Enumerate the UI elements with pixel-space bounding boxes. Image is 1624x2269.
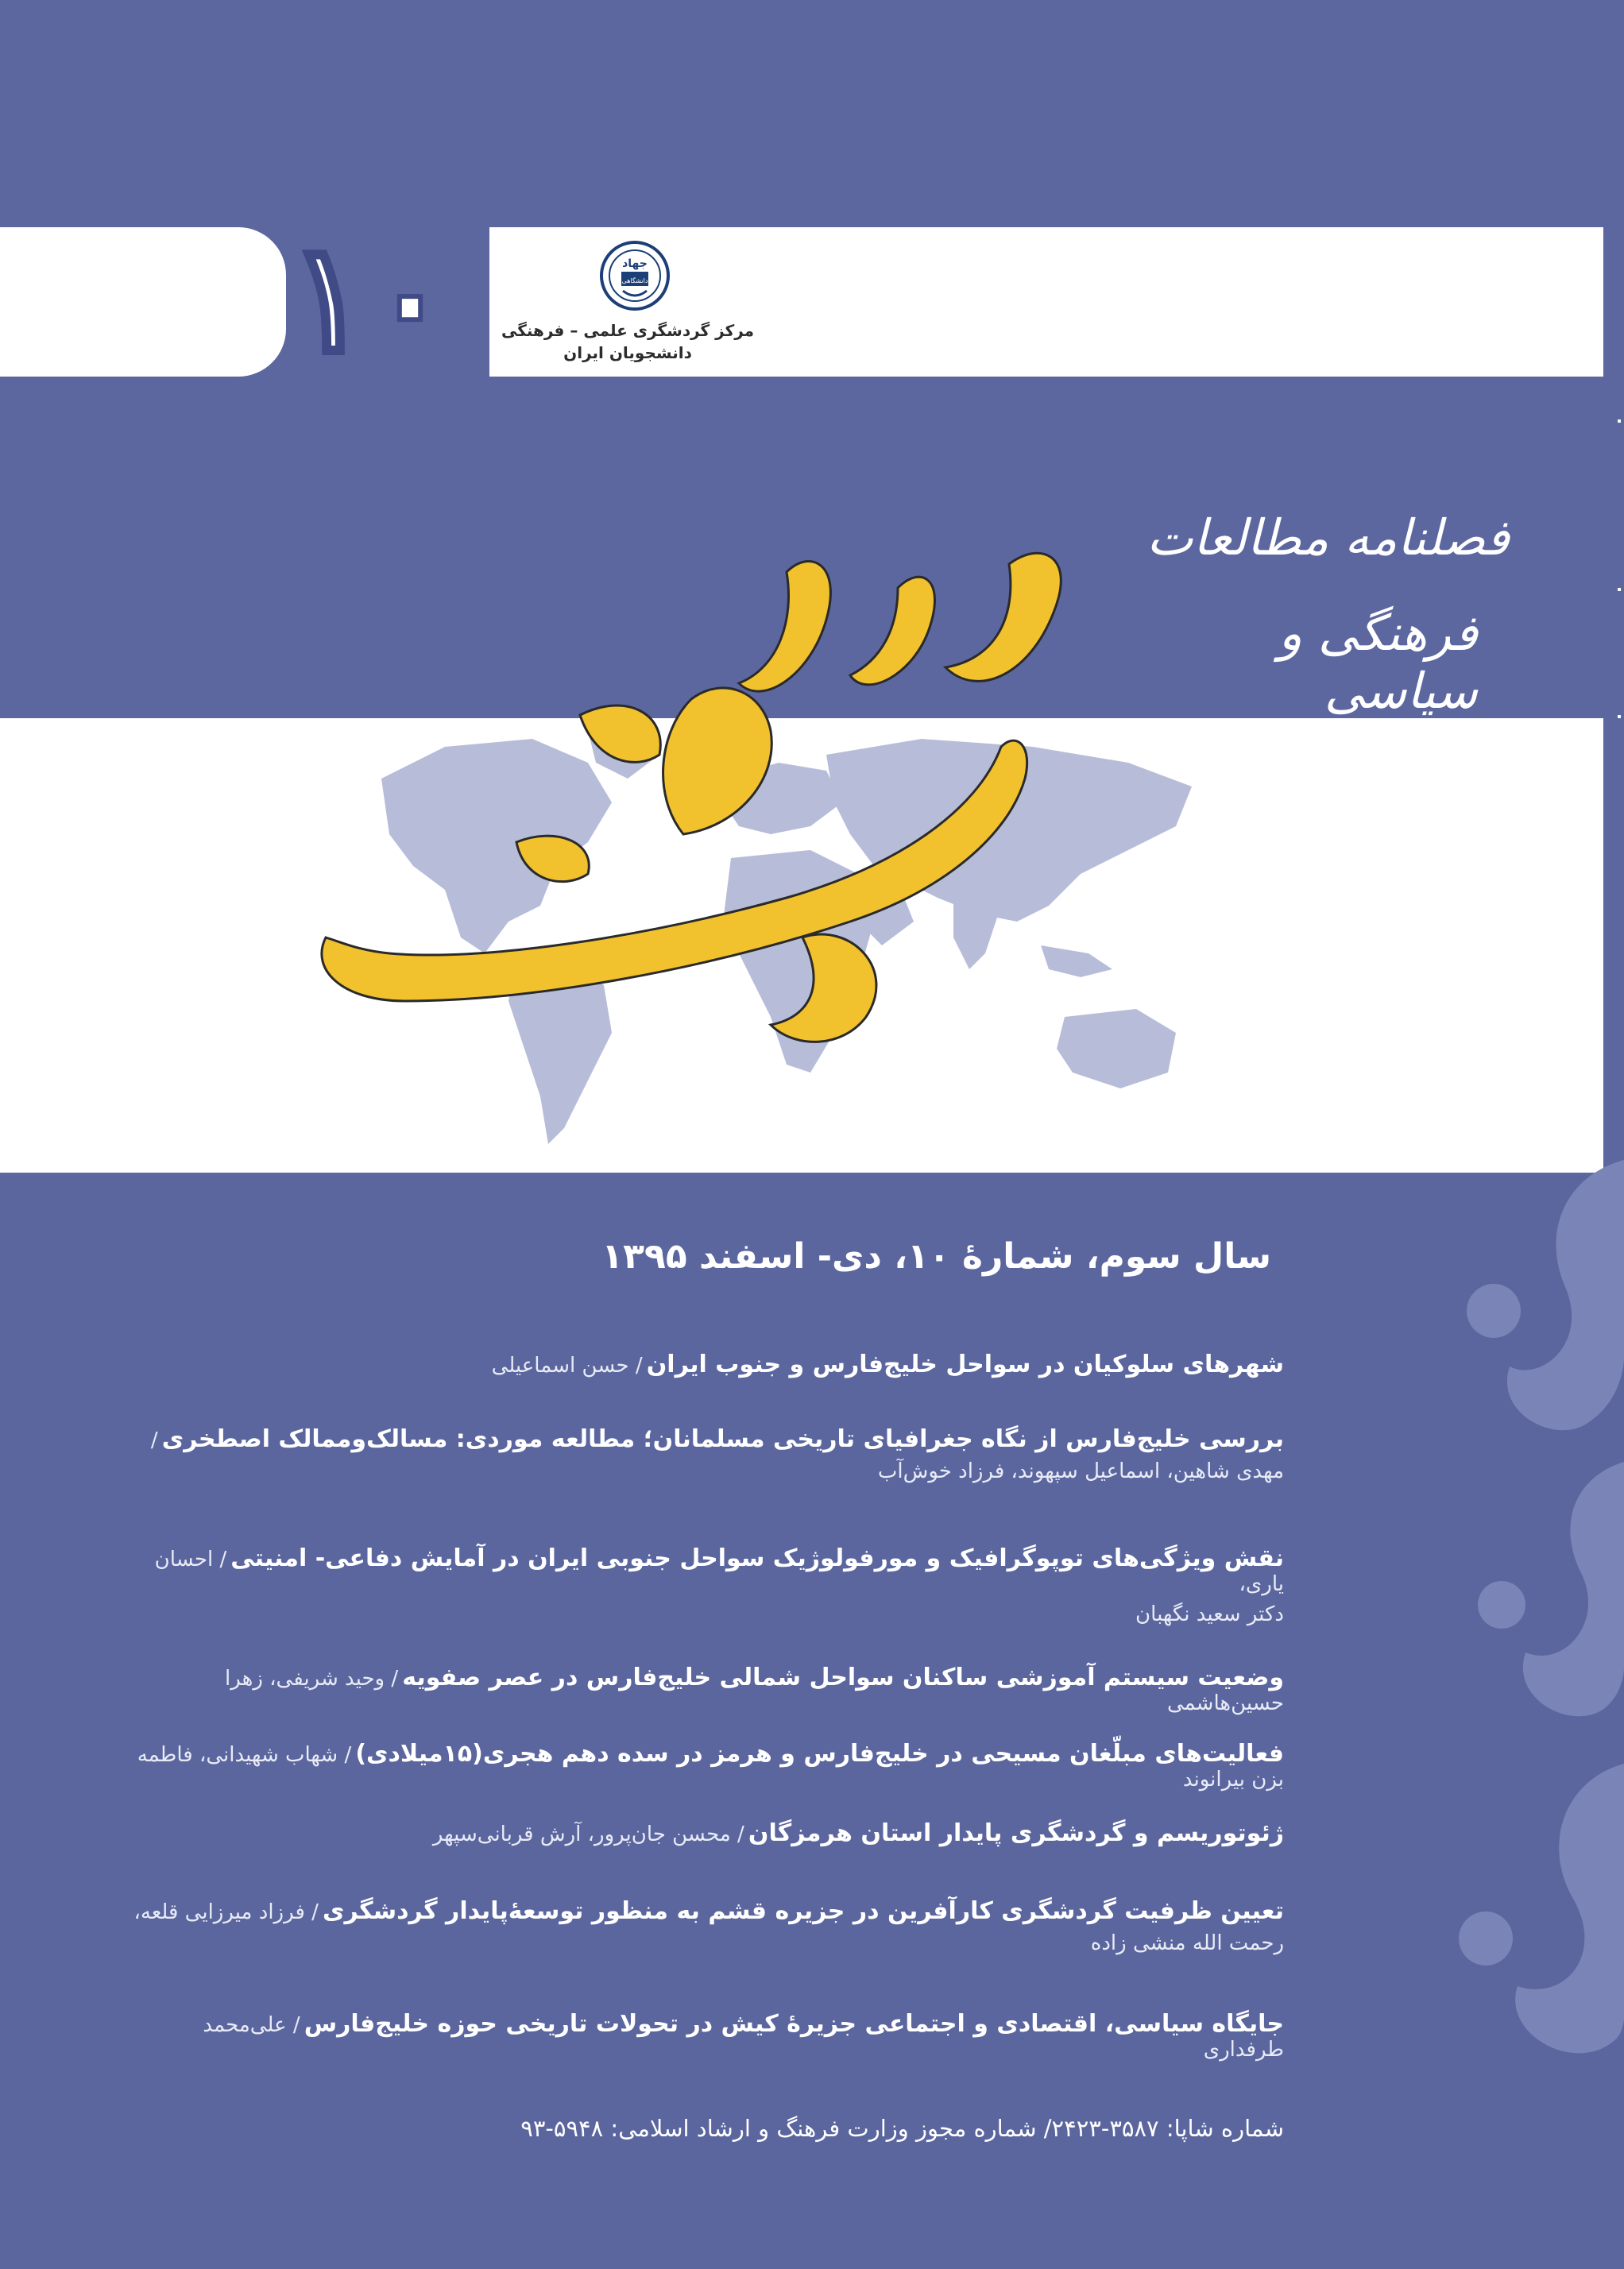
article-entry-4 (124, 1664, 1284, 1715)
article-authors: / محسن جان‌پرور، آرش قربانی‌سپهر (432, 1823, 744, 1846)
publisher-name-line2: دانشجویان ایران (563, 343, 692, 362)
publisher-emblem-icon (599, 240, 671, 311)
article-entry-8 (124, 2010, 1284, 2062)
article-authors-continued: مهدی شاهین، اسماعیل سپهوند، فرزاد خوش‌آب (877, 1459, 1284, 1483)
journal-subtitle-line1: فصلنامه مطالعات (1146, 508, 1510, 566)
article-title: شهرهای سلوکیان در سواحل خلیج‌فارس و جنوب ایران (646, 1351, 1284, 1378)
article-title: نقش ویژگی‌های توپوگرافیک و مورفولوژیک سواحل جنوبی ایران در آمایش دفاعی- امنیتی (230, 1544, 1284, 1572)
article-authors: / (150, 1428, 158, 1452)
article-title: ژئوتوریسم و گردشگری پایدار استان هرمزگان (748, 1819, 1284, 1847)
article-entry-5 (124, 1740, 1284, 1792)
article-authors: / احسان یاری، (154, 1548, 1284, 1596)
article-authors: / وحید شریفی، زهرا حسین‌هاشمی (225, 1667, 1284, 1715)
article-authors: / فرزاد میرزایی قلعه، (133, 1900, 319, 1924)
journal-title-calligraphy (294, 493, 1136, 1065)
top-band-left (0, 227, 286, 377)
edge-mark (1618, 588, 1621, 591)
issue-info: سال سوم، شمارهٔ ۱۰، دی- اسفند ۱۳۹۵ (601, 1236, 1271, 1277)
article-title: تعیین ظرفیت گردشگری کارآفرین در جزیره قشم به منظور توسعهٔ‌پایدار گردشگری (323, 1897, 1284, 1925)
article-authors: / علی‌محمد طرفداری (203, 2013, 1284, 2062)
article-entry-3 (124, 1544, 1284, 1626)
article-entry-7 (124, 1897, 1284, 1955)
article-entry-6 (124, 1819, 1284, 1847)
edge-mark (1618, 419, 1621, 423)
emblem-sub-text: دانشگاهی (621, 277, 648, 284)
article-authors-continued: دکتر سعید نگهبان (1135, 1602, 1284, 1626)
decorative-ornament-icon (1446, 1160, 1624, 2113)
article-entry-1 (124, 1351, 1284, 1378)
edge-mark (1618, 715, 1621, 718)
publisher-logo (493, 235, 763, 370)
publisher-name-line1: مرکز گردشگری علمی – فرهنگی (501, 321, 755, 340)
journal-subtitle-line2: فرهنگی و سیاسی (1278, 604, 1478, 720)
article-title: فعالیت‌های مبلّغان مسیحی در خلیج‌فارس و هرمز در سده دهم هجری(۱۵میلادی) (355, 1740, 1284, 1768)
issue-number: ۱۰ (288, 209, 451, 386)
article-authors-continued: رحمت الله منشی زاده (1090, 1931, 1284, 1955)
article-title: بررسی خلیج‌فارس از نگاه جغرافیای تاریخی مسلمانان؛ مطالعه موردی: مسالک‌وممالک اصطخری (161, 1425, 1284, 1453)
emblem-text: جهاد (622, 257, 648, 270)
article-title: وضعیت سیستم آموزشی ساکنان سواحل شمالی خلیج‌فارس در عصر صفویه (402, 1664, 1284, 1691)
issn-license-footer: شماره شاپا: ۳۵۸۷-۲۴۲۳/ شماره مجوز وزارت فرهنگ و ارشاد اسلامی: ۵۹۴۸-۹۳ (520, 2115, 1284, 2142)
article-title: جایگاه سیاسی، اقتصادی و اجتماعی جزیرهٔ کیش در تحولات تاریخی حوزه خلیج‌فارس (304, 2010, 1284, 2038)
article-authors: / شهاب شهیدانی، فاطمه بزن بیرانوند (137, 1743, 1284, 1792)
article-authors: / حسن اسماعیلی (491, 1354, 643, 1378)
article-entry-2 (124, 1425, 1284, 1483)
